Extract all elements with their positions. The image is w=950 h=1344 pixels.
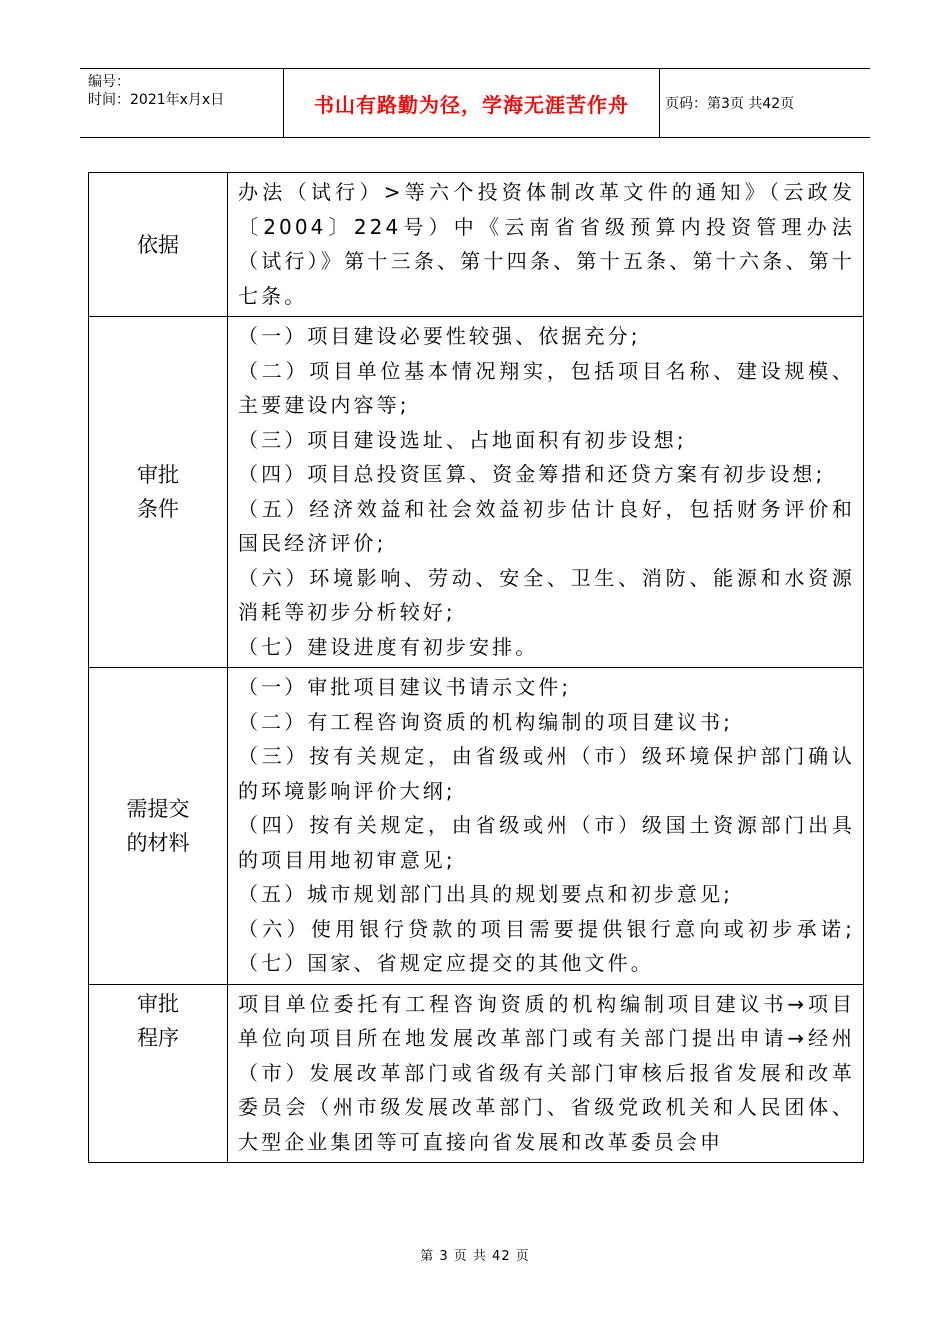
row-content-approval-procedure: [228, 984, 864, 1163]
content-paragraph: （六）使用银行贷款的项目需要提供银行意向或初步承诺;（七）国家、省规定应提交的其他文件。: [238, 916, 855, 975]
content-paragraph: （七）建设进度有初步安排。: [238, 634, 539, 659]
table-row-required-materials: [89, 668, 864, 985]
content-paragraph: 项目单位委托有工程咨询资质的机构编制项目建议书→项目单位向项目所在地发展改革部门或有关部门提出申请→经州（市）发展改革部门或省级有关部门审核后报省发展和改革委员会（州市级发展改革部门、省级党政机关和人民团体、大型企业集团等可直接向省发展和改革委员会申: [238, 991, 855, 1154]
content-paragraph: （四）项目总投资匡算、资金筹措和还贷方案有初步设想;: [238, 462, 826, 486]
row-label-line: 审批: [137, 463, 179, 487]
row-label-required-materials: [89, 668, 228, 985]
content-paragraph: （四）按有关规定，由省级或州（市）级国土资源部门出具的项目用地初审意见;: [238, 813, 855, 872]
row-content-basis: [228, 173, 864, 317]
content-paragraph: （三）按有关规定，由省级或州（市）级环境保护部门确认的环境影响评价大纲;: [238, 744, 855, 803]
content-paragraph: （五）经济效益和社会效益初步估计良好，包括财务评价和国民经济评价;: [238, 496, 855, 555]
row-label-approval-procedure: [89, 984, 228, 1163]
table-row-basis: [89, 173, 864, 317]
row-label-approval-conditions: [89, 317, 228, 668]
content-paragraph: （一）审批项目建议书请示文件;: [238, 675, 572, 699]
row-content-approval-conditions: [228, 317, 864, 668]
document-header: [80, 68, 870, 138]
row-label-line: 需提交: [126, 796, 190, 821]
content-paragraph: （五）城市规划部门出具的规划要点和初步意见;: [238, 882, 733, 906]
header-page-info: 页码：第3页 共42页: [665, 96, 795, 112]
row-label-line: 的材料: [126, 830, 190, 855]
row-content-required-materials: [228, 668, 864, 985]
approval-info-table: [88, 172, 864, 1163]
row-label-line: 审批: [137, 991, 179, 1016]
content-paragraph: （一）项目建设必要性较强、依据充分;: [238, 324, 641, 348]
content-paragraph: （三）项目建设选址、占地面积有初步设想;: [238, 427, 687, 452]
content-paragraph: （六）环境影响、劳动、安全、卫生、消防、能源和水资源消耗等初步分析较好;: [238, 565, 855, 624]
row-label-line: 程序: [137, 1025, 179, 1050]
table-row-approval-procedure: [89, 984, 864, 1163]
document-time-label: 时间：2021年x月x日: [88, 92, 225, 108]
document-number-label: 编号：: [88, 74, 130, 90]
content-paragraph: （二）项目单位基本情况翔实，包括项目名称、建设规模、主要建设内容等;: [238, 358, 855, 417]
content-paragraph: 办法（试行）>等六个投资体制改革文件的通知》（云政发〔2004〕224号）中《云南省省级预算内投资管理办法（试行）》第十三条、第十四条、第十五条、第十六条、第十七条。: [238, 180, 855, 308]
page-footer: 第 3 页 共 42 页: [420, 1249, 530, 1264]
row-label-line: 依据: [137, 232, 179, 257]
header-motto: 书山有路勤为径，学海无涯苦作舟: [284, 69, 660, 137]
row-label-line: 条件: [137, 497, 179, 521]
header-meta: [80, 69, 284, 137]
row-label-basis: [89, 173, 228, 317]
content-paragraph: （二）有工程咨询资质的机构编制的项目建议书;: [238, 709, 733, 734]
table-row-approval-conditions: [89, 317, 864, 668]
